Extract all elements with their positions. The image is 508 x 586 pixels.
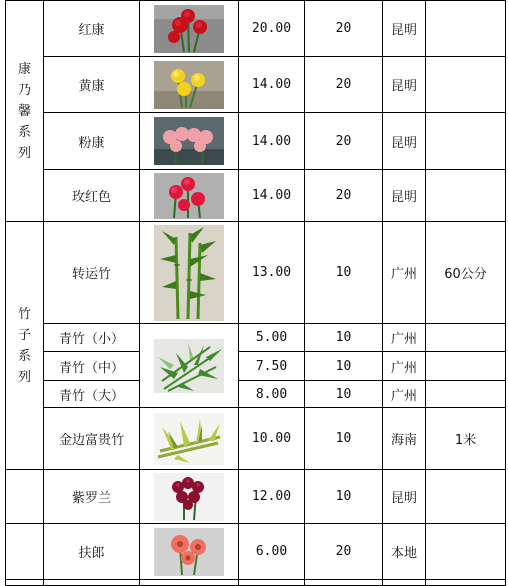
quantity-cell: 10 xyxy=(305,324,383,352)
gold-edge-bamboo-photo xyxy=(154,413,224,465)
empty-category-cell xyxy=(6,470,44,524)
quantity-cell: 10 xyxy=(305,408,383,470)
category-char: 馨 xyxy=(17,103,31,119)
origin-cell: 广州 xyxy=(383,324,426,352)
note-cell xyxy=(426,352,506,381)
product-name: 紫罗兰 xyxy=(44,470,140,524)
price-cell: 14.00 xyxy=(239,113,305,170)
product-name: 红康 xyxy=(44,1,140,57)
product-name: 粉康 xyxy=(44,113,140,170)
category-char: 系 xyxy=(17,124,31,140)
product-name: 黄康 xyxy=(44,57,140,113)
product-name: 青竹（小） xyxy=(44,324,140,352)
product-photo-cell xyxy=(140,470,239,524)
table-row xyxy=(6,57,506,113)
category-char: 乃 xyxy=(17,82,31,98)
product-photo-cell xyxy=(140,408,239,470)
note-cell xyxy=(426,381,506,408)
quantity-cell: 10 xyxy=(305,222,383,324)
note-cell xyxy=(426,470,506,524)
pink-carnation-photo xyxy=(154,117,224,165)
note-cell: 60公分 xyxy=(426,222,506,324)
note-cell xyxy=(426,524,506,580)
table-row xyxy=(6,524,506,580)
note-cell: 1米 xyxy=(426,408,506,470)
product-photo-cell xyxy=(140,1,239,57)
table-row xyxy=(6,352,506,381)
table-row xyxy=(6,470,506,524)
origin-cell: 昆明 xyxy=(383,470,426,524)
price-cell: 5.00 xyxy=(239,324,305,352)
gerbera-photo xyxy=(154,528,224,576)
price-cell: 12.00 xyxy=(239,470,305,524)
quantity-cell: 10 xyxy=(305,381,383,408)
origin-cell: 海南 xyxy=(383,408,426,470)
table-row xyxy=(6,1,506,57)
category-char: 康 xyxy=(17,61,31,77)
table-row xyxy=(6,170,506,222)
table-row xyxy=(6,324,506,352)
origin-cell: 广州 xyxy=(383,381,426,408)
price-cell: 6.00 xyxy=(239,524,305,580)
product-photo-cell xyxy=(140,57,239,113)
quantity-cell: 10 xyxy=(305,352,383,381)
category-cell-carnation xyxy=(6,1,44,222)
category-char: 竹 xyxy=(17,306,31,322)
note-cell xyxy=(426,113,506,170)
product-photo-cell xyxy=(140,324,239,408)
price-cell: 7.50 xyxy=(239,352,305,381)
origin-cell: 本地 xyxy=(383,524,426,580)
origin-cell: 广州 xyxy=(383,222,426,324)
origin-cell: 昆明 xyxy=(383,170,426,222)
quantity-cell: 20 xyxy=(305,524,383,580)
origin-cell: 昆明 xyxy=(383,1,426,57)
yellow-carnation-photo xyxy=(154,61,224,109)
table-row xyxy=(6,113,506,170)
table-row xyxy=(6,381,506,408)
price-cell: 14.00 xyxy=(239,170,305,222)
rose-red-carnation-photo xyxy=(154,173,224,219)
category-char: 子 xyxy=(17,327,31,343)
quantity-cell: 20 xyxy=(305,170,383,222)
origin-cell: 广州 xyxy=(383,352,426,381)
empty-category-cell xyxy=(6,524,44,580)
product-name: 金边富贵竹 xyxy=(44,408,140,470)
quantity-cell: 20 xyxy=(305,113,383,170)
quantity-cell: 20 xyxy=(305,57,383,113)
table-row xyxy=(6,408,506,470)
category-char: 系 xyxy=(17,348,31,364)
price-cell: 10.00 xyxy=(239,408,305,470)
note-cell xyxy=(426,1,506,57)
category-char: 列 xyxy=(17,369,31,385)
category-cell-bamboo xyxy=(6,222,44,470)
note-cell xyxy=(426,324,506,352)
table-row xyxy=(6,222,506,324)
note-cell xyxy=(426,57,506,113)
violet-stock-photo xyxy=(154,473,224,521)
product-name: 青竹（大） xyxy=(44,381,140,408)
product-table xyxy=(5,0,506,586)
green-bamboo-photo xyxy=(154,339,224,393)
origin-cell: 昆明 xyxy=(383,57,426,113)
product-name: 玫红色 xyxy=(44,170,140,222)
product-name: 扶郎 xyxy=(44,524,140,580)
product-photo-cell xyxy=(140,222,239,324)
quantity-cell: 10 xyxy=(305,470,383,524)
product-name: 青竹（中） xyxy=(44,352,140,381)
product-name: 转运竹 xyxy=(44,222,140,324)
lucky-bamboo-photo xyxy=(154,225,224,321)
note-cell xyxy=(426,170,506,222)
origin-cell: 昆明 xyxy=(383,113,426,170)
category-char: 列 xyxy=(17,145,31,161)
red-carnation-photo xyxy=(154,5,224,53)
product-photo-cell xyxy=(140,113,239,170)
price-cell: 14.00 xyxy=(239,57,305,113)
quantity-cell: 20 xyxy=(305,1,383,57)
price-cell: 20.00 xyxy=(239,1,305,57)
product-photo-cell xyxy=(140,170,239,222)
price-cell: 13.00 xyxy=(239,222,305,324)
product-photo-cell xyxy=(140,524,239,580)
price-cell: 8.00 xyxy=(239,381,305,408)
table-row xyxy=(6,580,506,586)
